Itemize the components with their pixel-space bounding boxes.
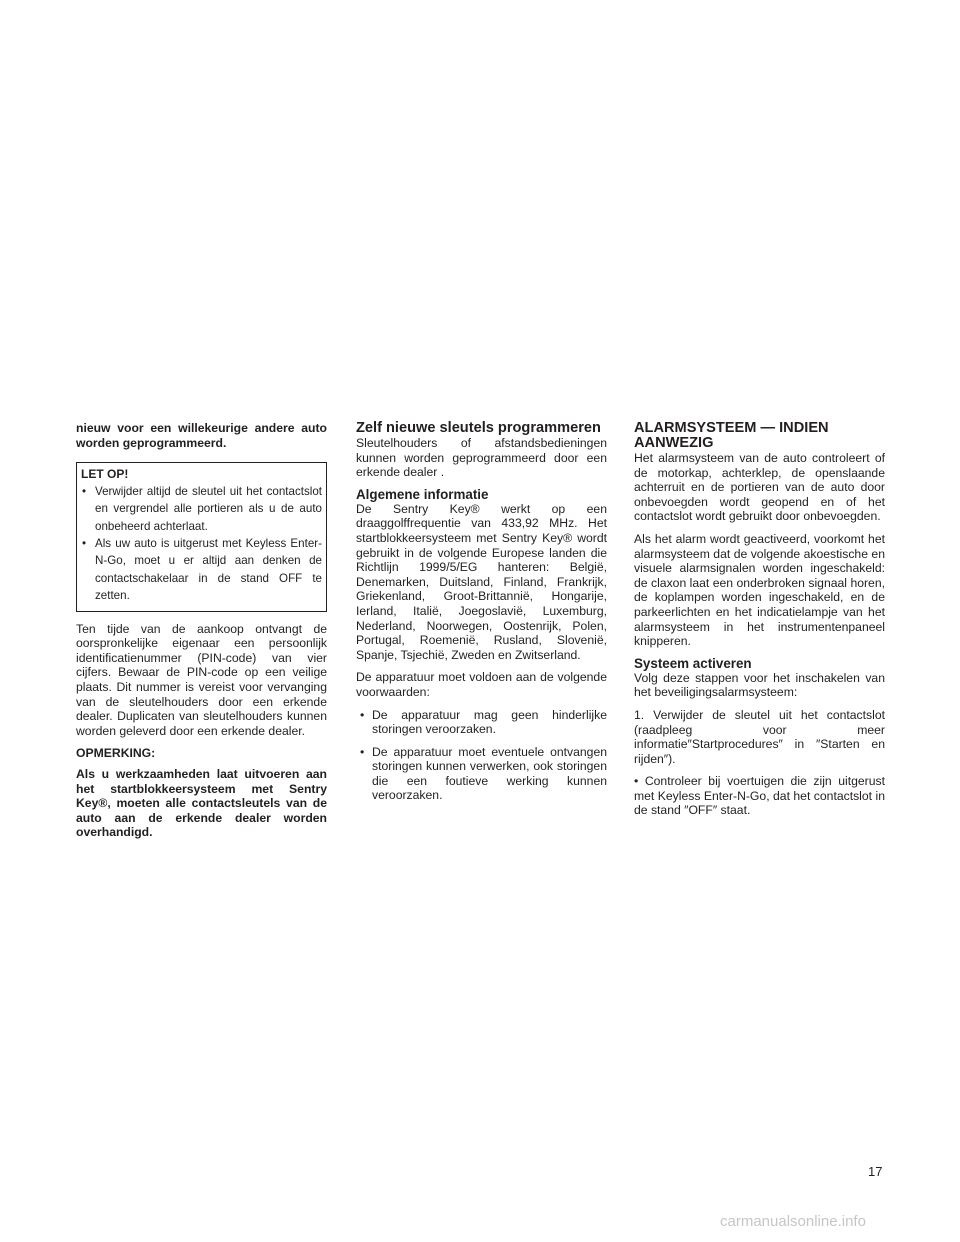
bullet-icon: •: [360, 707, 365, 722]
watermark-footer: carmanualsonline.info: [720, 1213, 866, 1230]
subsection-heading: Algemene informatie: [356, 486, 489, 502]
condition-item: [356, 745, 607, 803]
condition-text: De apparatuur mag geen hinderlijke storingen veroorzaken.: [372, 707, 607, 737]
page-number: 17: [868, 1164, 883, 1179]
warning-item-text: Verwijder altijd de sleutel uit het contactslot en vergrendel alle portieren als u de auto onbeheerd achterlaat.: [95, 484, 322, 533]
programming-paragraph: Sleutelhouders of afstandsbedieningen kunnen worden geprogrammeerd door een erkende dealer .: [356, 436, 607, 480]
warning-box: [76, 462, 327, 611]
column-right: [634, 421, 885, 826]
note-text: Als u werkzaamheden laat uitvoeren aan het startblokkeersysteem met Sentry Key®, moeten alle contactsleutels van de auto aan de erkende dealer worden overhandigd.: [76, 766, 327, 840]
bullet-icon: •: [82, 537, 87, 550]
frequency-paragraph: De Sentry Key® werkt op een draaggolffrequentie van 433,92 MHz. Het startblokkeersysteem met Sentry Key® wordt gebruikt in de volgende Europese landen die Richtlijn 1999/5/EG hanteren: België, Denemarken, Duitsland, Finland, Frankrijk, Griekenland, Groot-Brittannië, Hongarije, Ierland, Italië, Joegoslavië, Luxemburg, Nederland, Noorwegen, Oostenrijk, Polen, Portugal, Roemenië, Rusland, Slovenië, Spanje, Tsjechië, Zweden en Zwitserland.: [356, 501, 607, 662]
alarm-activated-paragraph: Als het alarm wordt geactiveerd, voorkomt het alarmsysteem dat de volgende akoestische en visuele alarmsignalen worden ingeschakeld: de claxon laat een onderbroken signaal horen, de koplampen worden ingeschakeld, en de parkeerlichten en het indicatielampje van het alarmsysteem in het instrumentenpaneel knipperen.: [634, 531, 885, 649]
intro-text: nieuw voor een willekeurige andere auto worden geprogrammeerd.: [76, 421, 327, 450]
warning-list: [81, 483, 322, 605]
warning-item-text: Als uw auto is uitgerust met Keyless Enter-N-Go, moet u er altijd aan denken de contactschakelaar in de stand OFF te zetten.: [95, 537, 322, 603]
steps-intro: Volg deze stappen voor het inschakelen van het beveiligingsalarmsysteem:: [634, 670, 885, 700]
condition-item: [356, 708, 607, 737]
conditions-list: [356, 708, 607, 804]
step-one: 1. Verwijder de sleutel uit het contactslot (raadpleeg voor meer informatie″Startprocedures″ in ″Starten en rijden″).: [634, 707, 885, 766]
note-title: OPMERKING:: [76, 746, 156, 761]
step-note: • Controleer bij voertuigen die zijn uitgerust met Keyless Enter-N-Go, dat het contactslot in de stand ″OFF″ staat.: [634, 774, 885, 818]
warning-title: LET OP!: [81, 467, 129, 482]
alarm-paragraph: Het alarmsysteem van de auto controleert of de motorkap, achterklep, de openslaande achterruit en de portieren van de auto door onbevoegden wordt geopend en of het contactslot wordt gebruikt door onbevoegden.: [634, 451, 885, 524]
section-heading: Zelf nieuwe sleutels programmeren: [356, 420, 601, 436]
subsection-heading: Systeem activeren: [634, 655, 752, 671]
column-middle: [356, 421, 607, 811]
warning-item: [81, 483, 322, 535]
bullet-icon: •: [360, 744, 365, 759]
conditions-paragraph: De apparatuur moet voldoen aan de volgende voorwaarden:: [356, 670, 607, 699]
column-left: [76, 421, 327, 848]
warning-item: [81, 535, 322, 605]
pin-paragraph: Ten tijde van de aankoop ontvangt de oorspronkelijke eigenaar een persoonlijk identificatienummer (PIN-code) van vier cijfers. Bewaar de PIN-code op een veilige plaats. Dit nummer is vereist voor vervanging van de sleutelhouders door een erkende dealer. Duplicaten van sleutelhouders kunnen worden geleverd door een erkende dealer.: [76, 621, 327, 738]
condition-text: De apparatuur moet eventuele ontvangen storingen kunnen verwerken, ook storingen die een foutieve werking kunnen veroorzaken.: [372, 744, 607, 803]
bullet-icon: •: [82, 484, 87, 498]
section-heading: ALARMSYSTEEM — INDIEN AANWEZIG: [634, 420, 829, 451]
